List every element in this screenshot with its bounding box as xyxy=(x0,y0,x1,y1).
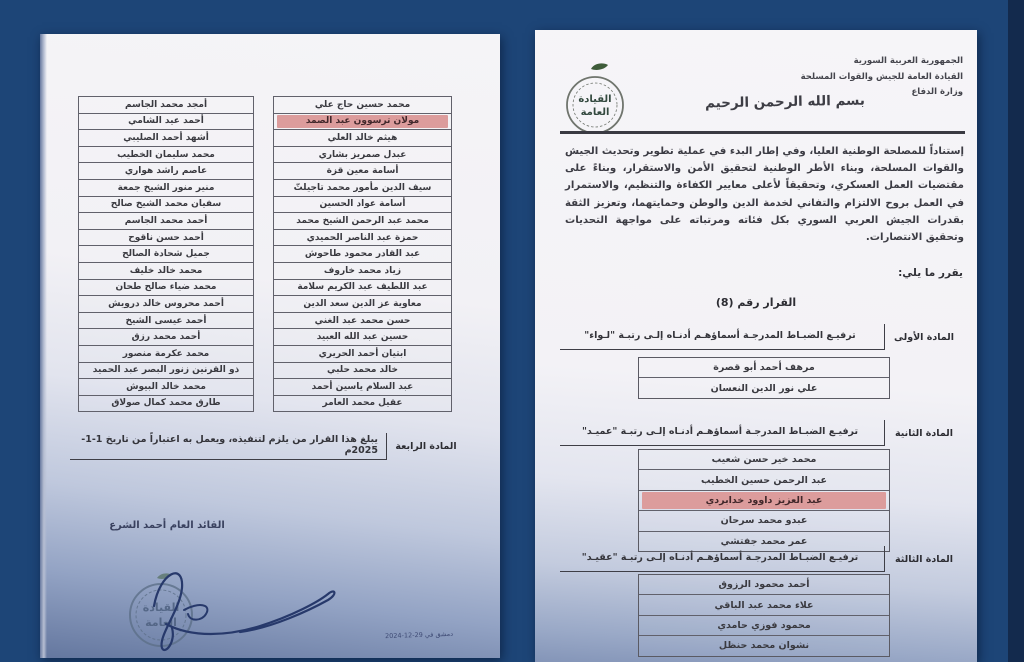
header-rule xyxy=(560,131,965,134)
table-row: أحمد عيد الشامي xyxy=(79,113,253,130)
header-line-republic: الجمهورية العربية السورية xyxy=(853,56,963,66)
article-three-label: المادة الثالثة xyxy=(894,553,954,565)
rank-table-amid xyxy=(638,449,890,552)
table-row: جميل شحادة الصالح xyxy=(79,245,253,262)
article-two-row xyxy=(560,420,963,446)
bismillah-calligraphy: بسم الله الرحمن الرحيم xyxy=(704,92,866,112)
table-row: محمد خالد البيوش xyxy=(79,378,253,395)
article-one-row xyxy=(560,324,963,350)
decision-number-title: القرار رقم (8) xyxy=(715,296,797,309)
table-row: أحمد محروس خالد درويش xyxy=(79,295,253,312)
rank-table-liwa xyxy=(638,357,890,399)
table-row: معاوية عز الدين سعد الدين xyxy=(274,295,451,312)
table-row: محمد حسين حاج علي xyxy=(314,99,411,110)
table-row: ابتيان أحمد الحريري xyxy=(274,345,451,362)
article-three-text: ترفيـع الضبـاط المدرجـة أسماؤهـم أدنـاه إلـى رتبـة "عقيـد" xyxy=(560,546,885,572)
page-right xyxy=(535,30,977,662)
table-row: عبدو محمد سرحان xyxy=(639,510,889,530)
table-row: عمر محمد جفتشي xyxy=(639,531,889,551)
table-row: حسين عبد الله العبيد xyxy=(274,328,451,345)
table-row: محمد عكرمة منصور xyxy=(79,345,253,362)
table-row: عاصم راشد هواري xyxy=(79,162,253,179)
article-four-row xyxy=(70,433,465,460)
table-row: عقيل محمد العامر xyxy=(274,395,451,412)
signature-title: القائد العام أحمد الشرع xyxy=(109,520,225,531)
table-row: أسامة عواد الحسين xyxy=(274,196,451,213)
table-row: هيثم خالد العلي xyxy=(274,129,451,146)
emblem-seal-icon xyxy=(563,60,627,140)
article-two-label: المادة الثانية xyxy=(894,427,954,439)
intro-paragraph: إستناداً للمصلحة الوطنية العليا، وفي إطار البدء في عملية تطوير وتحديث الجيش والقوات المسلحة، وبناء الأطر الوطنية لتحقيق الأمن والاستقرار، وبناءً على مقتضيات العمل العسكري، وتحقيقاً لأعلى معايير الكفاءة والتنظيم، والاستمرار في العمل بروح الالتزام والتفاني لخدمة الدين والوطن وحمايتهما، وتعزيز الثقة بقدرات الجيش العربي السوري بكل فئاته ومرتباته على مواجهة التحديات وتحقيق الانتصارات. xyxy=(565,146,964,244)
table-row: محمد سليمان الخطيب xyxy=(79,146,253,163)
table-row: عبد الرحمن حسين الخطيب xyxy=(639,469,889,489)
article-one-label: المادة الأولى xyxy=(894,331,954,343)
table-row: طارق محمد كمال صولاق xyxy=(79,395,253,412)
table-row: أشهد أحمد الصليبي xyxy=(79,129,253,146)
table-row: عبد العزيز داوود خدابردي xyxy=(639,490,889,510)
table-row: حسن محمد عبد الغني xyxy=(274,312,451,329)
article-four-text: يبلغ هذا القرار من يلزم لتنفيذه، ويعمل به اعتباراً من تاريخ 1-1-2025م xyxy=(70,433,387,460)
names-column-right xyxy=(273,96,452,412)
table-row: سفيان محمد الشيخ صالح xyxy=(79,196,253,213)
header-line-command: القيادة العامة للجيش والقوات المسلحة xyxy=(800,71,963,82)
table-row: أحمد حسن ناقوح xyxy=(79,229,253,246)
table-row: أحمد محمد الجاسم xyxy=(79,212,253,229)
table-row: مرهف أحمد أبو قصرة xyxy=(713,362,815,374)
table-row: عبدل صمريز بشاري xyxy=(274,146,451,163)
table-row: خالد محمد حلبي xyxy=(274,362,451,379)
table-row: أحمد عيسى الشيخ xyxy=(79,312,253,329)
table-row: علاء محمد عبد الباقي xyxy=(639,594,889,614)
names-column-left xyxy=(78,96,254,412)
table-row: محمد عبد الرحمن الشيخ محمد xyxy=(274,212,451,229)
table-row: عبد القادر محمود طاحوش xyxy=(274,245,451,262)
rank-table-aqid xyxy=(638,574,890,657)
page-left-edge xyxy=(40,34,47,658)
table-row: نشوان محمد حنظل xyxy=(639,635,889,655)
article-two-text: ترفيـع الضبـاط المدرجـة أسماؤهـم أدنـاه إلـى رتبـة "عميـد" xyxy=(560,420,885,446)
background-stripe xyxy=(1008,0,1024,662)
table-row: ذو القرنين زنور البصر عبد الحميد xyxy=(79,362,253,379)
article-three-row xyxy=(560,546,963,572)
table-row: محمد خير حسن شعيب xyxy=(711,454,817,466)
svg-text:العامة: العامة xyxy=(580,107,610,118)
table-row: عبد السلام ياسين أحمد xyxy=(274,378,451,395)
svg-text:القيادة: القيادة xyxy=(142,601,180,614)
page-left xyxy=(40,34,500,658)
table-row: أحمد محمود الرزوق xyxy=(718,579,810,591)
table-row: حمزة عبد الناصر الحميدي xyxy=(274,229,451,246)
table-row: سيف الدين مأمور محمد تاجيلتّ xyxy=(274,179,451,196)
table-row: أحمد محمد رزق xyxy=(79,328,253,345)
date-note: دمشق في 29-12-2024 xyxy=(384,629,454,641)
table-row: علي نور الدين النعسان xyxy=(639,377,889,397)
table-row: محمد ضياء صالح طحان xyxy=(79,279,253,296)
table-row: زياد محمد خاروف xyxy=(274,262,451,279)
article-four-label: المادة الرابعة xyxy=(395,441,457,452)
signature-scribble-icon xyxy=(132,544,350,656)
table-row: منير منور الشيخ جمعة xyxy=(79,179,253,196)
header-line-ministry: وزارة الدفاع xyxy=(911,87,963,97)
svg-text:القيادة: القيادة xyxy=(578,94,612,105)
article-one-text: ترفيـع الضبـاط المدرجـة أسماؤهـم أدنـاه إلـى رتبـة "لـواء" xyxy=(560,324,885,350)
table-row: أمجد محمد الجاسم xyxy=(124,99,208,110)
table-row: أسامة معين قزة xyxy=(274,162,451,179)
table-row: مولان ترسوون عبد الصمد xyxy=(274,113,451,130)
decree-intro: يقرر ما يلي: xyxy=(898,267,963,279)
table-row: عبد اللطيف عبد الكريم سلامة xyxy=(274,279,451,296)
svg-text:العامة: العامة xyxy=(145,616,177,629)
table-row: محمد خالد خليف xyxy=(79,262,253,279)
table-row: محمود فوزي حامدي xyxy=(639,615,889,635)
